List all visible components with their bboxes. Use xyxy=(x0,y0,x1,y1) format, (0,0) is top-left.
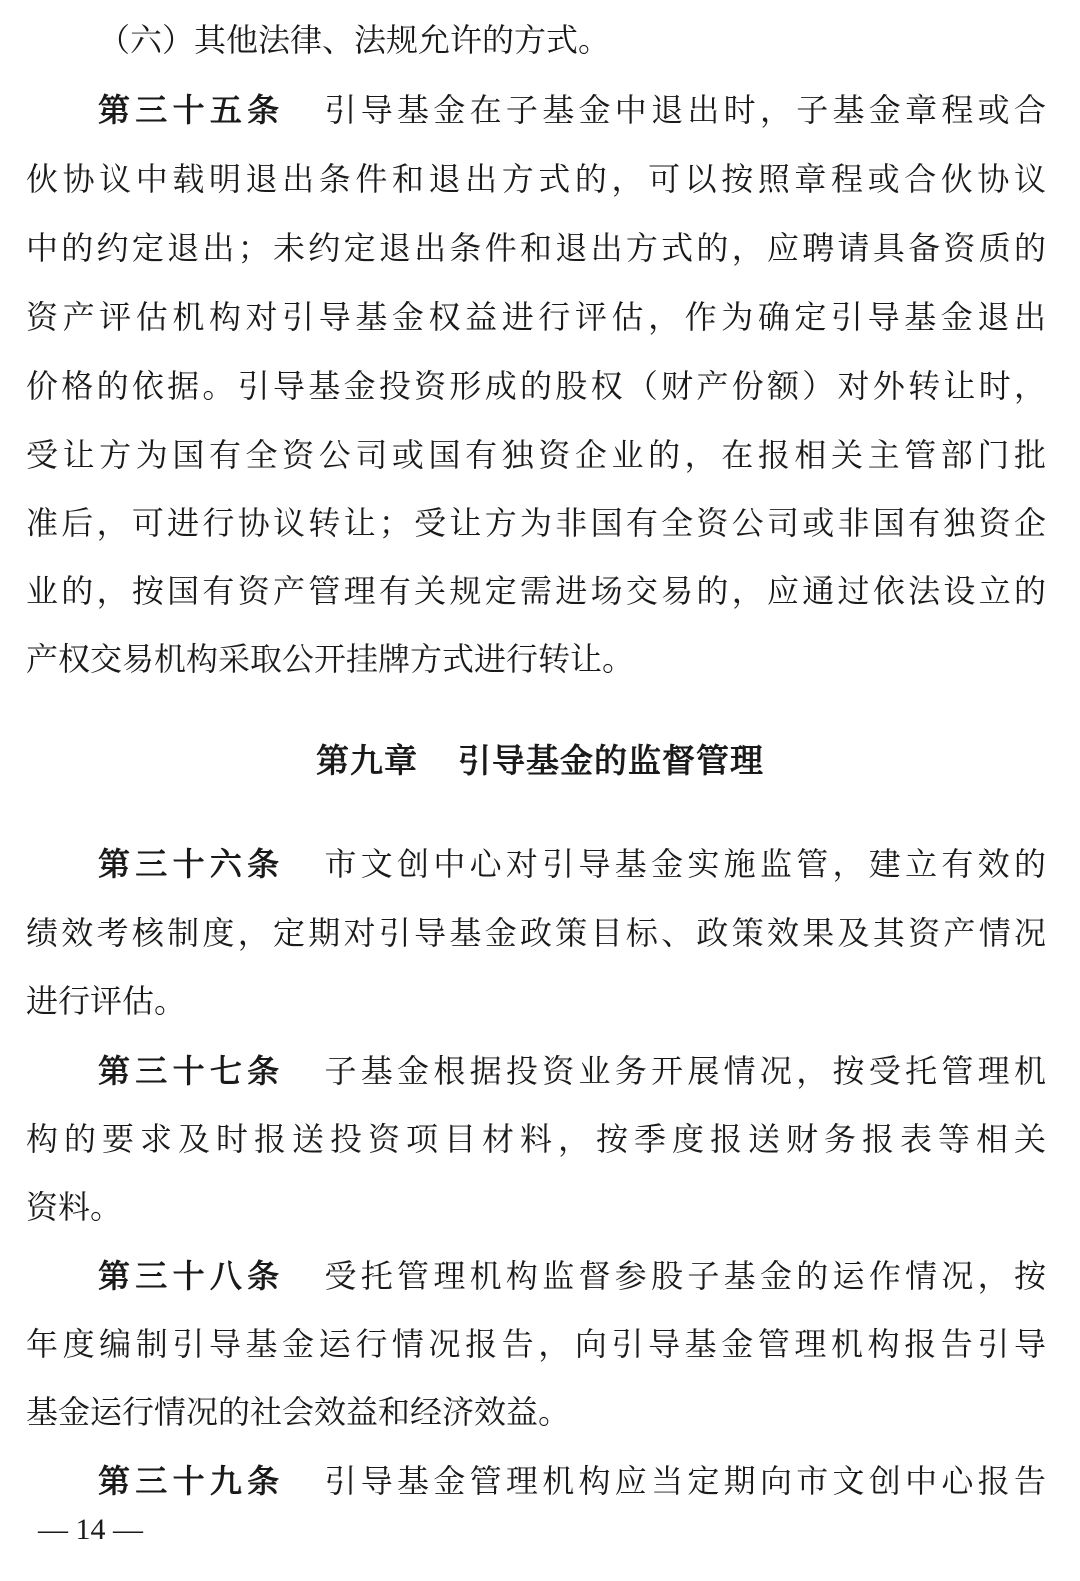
article-37-heading-line xyxy=(98,1049,1046,1093)
text-line xyxy=(26,1322,1046,1366)
line-text: 绩效考核制度，定期对引导基金政策目标、政策效果及其资产情况 xyxy=(26,914,1046,952)
text-line xyxy=(26,1117,1046,1161)
text-line xyxy=(26,1185,1046,1229)
article-36-heading-line xyxy=(98,842,1046,886)
article-38-title: 第三十八条 xyxy=(98,1257,285,1295)
chapter-heading xyxy=(0,738,1080,784)
line-text: 子基金根据投资业务开展情况，按受托管理机 xyxy=(324,1052,1046,1090)
text-line xyxy=(26,433,1046,477)
line-text: 进行评估。 xyxy=(26,982,187,1020)
article-38-heading-line xyxy=(98,1254,1046,1298)
line-text: 伙协议中载明退出条件和退出方式的，可以按照章程或合伙协议 xyxy=(26,160,1046,198)
line-text: 引导基金管理机构应当定期向市文创中心报告 xyxy=(324,1462,1046,1500)
line-text: 价格的依据。引导基金投资形成的股权（财产份额）对外转让时， xyxy=(26,367,1046,405)
text-line xyxy=(26,979,1046,1023)
article-39-title: 第三十九条 xyxy=(98,1462,285,1500)
line-text: 资料。 xyxy=(26,1188,123,1226)
article-35-title: 第三十五条 xyxy=(98,91,285,129)
text-line xyxy=(26,569,1046,613)
line-text: （六）其他法律、法规允许的方式。 xyxy=(98,21,611,59)
page-number: — 14 — xyxy=(38,1513,143,1546)
line-text: 基金运行情况的社会效益和经济效益。 xyxy=(26,1393,571,1431)
line-text: 引导基金在子基金中退出时，子基金章程或合 xyxy=(324,91,1046,129)
line-text: 年度编制引导基金运行情况报告，向引导基金管理机构报告引导 xyxy=(26,1325,1046,1363)
article-36-title: 第三十六条 xyxy=(98,845,285,883)
line-text: 市文创中心对引导基金实施监管，建立有效的 xyxy=(324,845,1046,883)
article-37-title: 第三十七条 xyxy=(98,1052,285,1090)
article-35-heading-line xyxy=(98,88,1046,132)
line-text: 业的，按国有资产管理有关规定需进场交易的，应通过依法设立的 xyxy=(26,572,1046,610)
text-line xyxy=(26,1390,1046,1434)
text-line xyxy=(26,226,1046,270)
text-line xyxy=(26,295,1046,339)
text-line xyxy=(98,18,1046,62)
line-text: 准后，可进行协议转让；受让方为非国有全资公司或非国有独资企 xyxy=(26,504,1046,542)
chapter-number: 第九章 xyxy=(316,741,418,780)
article-39-heading-line xyxy=(98,1459,1046,1503)
line-text: 构的要求及时报送投资项目材料，按季度报送财务报表等相关 xyxy=(26,1120,1046,1158)
chapter-title: 引导基金的监督管理 xyxy=(458,741,764,780)
line-text: 产权交易机构采取公开挂牌方式进行转让。 xyxy=(26,640,635,678)
text-line xyxy=(26,364,1046,408)
text-line xyxy=(26,911,1046,955)
line-text: 受让方为国有全资公司或国有独资企业的，在报相关主管部门批 xyxy=(26,436,1046,474)
line-text: 中的约定退出；未约定退出条件和退出方式的，应聘请具备资质的 xyxy=(26,229,1046,267)
line-text: 资产评估机构对引导基金权益进行评估，作为确定引导基金退出 xyxy=(26,298,1046,336)
text-line xyxy=(26,501,1046,545)
text-line xyxy=(26,157,1046,201)
text-line xyxy=(26,637,1046,681)
line-text: 受托管理机构监督参股子基金的运作情况，按 xyxy=(324,1257,1046,1295)
